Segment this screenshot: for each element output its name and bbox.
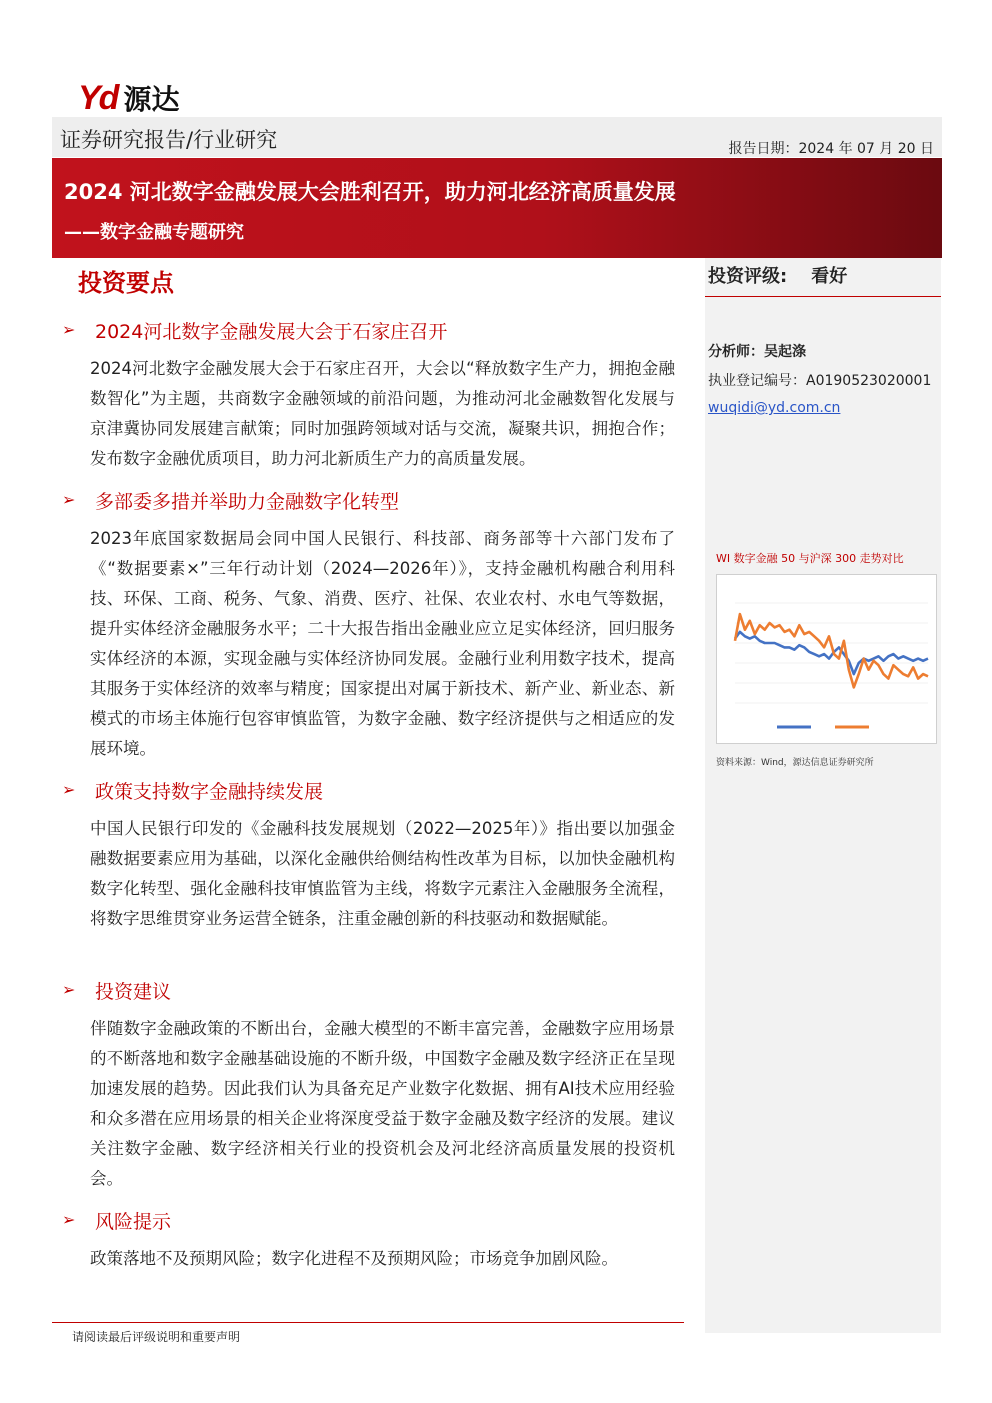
section-2-text: 2023年底国家数据局会同中国人民银行、科技部、商务部等十六部门发布了《“数据要素×”三年行动计划（2024—2026年）》，支持金融机构融合利用科技、环保、工商、税务、气象、消费、医疗、社保、农业农村、水电气等数据，提升实体经济金融服务水平；二十大报告指出金融业应立足实体经济，回归服务实体经济的本源，实现金融与实体经济协同发展。金融行业利用数字技术，提高其服务于实体经济的效率与精度；国家提出对属于新技术、新产业、新业态、新模式的市场主体施行包容审慎监管，为数字金融、数字经济提供与之相适应的发展环境。 — [90, 529, 675, 758]
section-5-text: 政策落地不及预期风险；数字化进程不及预期风险；市场竞争加剧风险。 — [90, 1249, 618, 1268]
rating-divider — [705, 296, 941, 297]
section-4-text: 伴随数字金融政策的不断出台，金融大模型的不断丰富完善，金融数字应用场景的不断落地和数字金融基础设施的不断升级，中国数字金融及数字经济正在呈现加速发展的趋势。因此我们认为具备充足产业数字化数据、拥有AI技术应用经验和众多潜在应用场景的相关企业将深度受益于数字金融及数字经济的发展。建议关注数字金融、数字经济相关行业的投资机会及河北经济高质量发展的投资机会。 — [90, 1019, 675, 1188]
trend-chart-svg — [717, 575, 936, 743]
report-title: 2024 河北数字金融发展大会胜利召开，助力河北经济高质量发展 — [64, 180, 676, 204]
section-5-title: 风险提示 — [95, 1211, 172, 1233]
section-3-text: 中国人民银行印发的《金融科技发展规划（2022—2025年）》指出要以加强金融数据要素应用为基础，以深化金融供给侧结构性改革为目标，以加快金融机构数字化转型、强化金融科技审慎监管为主线，将数字元素注入金融服务全流程，将数字思维贯穿业务运营全链条，注重金融创新的科技驱动和数据赋能。 — [90, 819, 675, 928]
registration-number: 执业登记编号：A0190523020001 — [708, 373, 932, 389]
triangle-right-icon: ➢ — [62, 780, 76, 799]
investment-rating — [708, 262, 847, 288]
brand-mark: Yd — [78, 78, 118, 117]
section-4-title: 投资建议 — [95, 981, 172, 1003]
triangle-right-icon: ➢ — [62, 980, 76, 999]
triangle-right-icon: ➢ — [62, 490, 76, 509]
chart-source: 资料来源：Wind，源达信息证券研究所 — [716, 758, 874, 768]
section-heading: 投资要点 — [78, 269, 174, 297]
series-line-2 — [735, 614, 928, 687]
rating-label: 投资评级: — [708, 266, 788, 287]
section-1-title: 2024河北数字金融发展大会于石家庄召开 — [95, 321, 448, 343]
chart-caption: WI 数字金融 50 与沪深 300 走势对比 — [716, 552, 904, 565]
analyst-email-link[interactable]: wuqidi@yd.com.cn — [708, 400, 841, 416]
sidebar — [705, 258, 941, 1333]
report-subtitle: ——数字金融专题研究 — [64, 222, 244, 243]
document-type: 证券研究报告/行业研究 — [60, 128, 278, 152]
footer-note: 请阅读最后评级说明和重要声明 — [72, 1330, 241, 1344]
trend-chart — [716, 574, 937, 744]
analyst-name: 分析师：吴起涤 — [708, 344, 806, 360]
series-line-1 — [735, 632, 928, 674]
section-2-title: 多部委多措并举助力金融数字化转型 — [95, 491, 400, 513]
section-1-text: 2024河北数字金融发展大会于石家庄召开，大会以“释放数字生产力，拥抱金融数智化”为主题，共商数字金融领域的前沿问题，为推动河北金融数智化发展与京津冀协同发展建言献策；同时加强跨领域对话与交流，凝聚共识，拥抱合作；发布数字金融优质项目，助力河北新质生产力的高质量发展。 — [90, 359, 675, 468]
brand-name: 源达 — [123, 83, 180, 116]
brand-logo — [78, 78, 179, 118]
footer-divider — [52, 1322, 684, 1323]
triangle-right-icon: ➢ — [62, 320, 76, 339]
triangle-right-icon: ➢ — [62, 1210, 76, 1229]
title-banner — [52, 158, 942, 258]
rating-value: 看好 — [811, 266, 848, 287]
report-date: 报告日期：2024 年 07 月 20 日 — [728, 141, 934, 157]
section-3-title: 政策支持数字金融持续发展 — [95, 781, 324, 803]
